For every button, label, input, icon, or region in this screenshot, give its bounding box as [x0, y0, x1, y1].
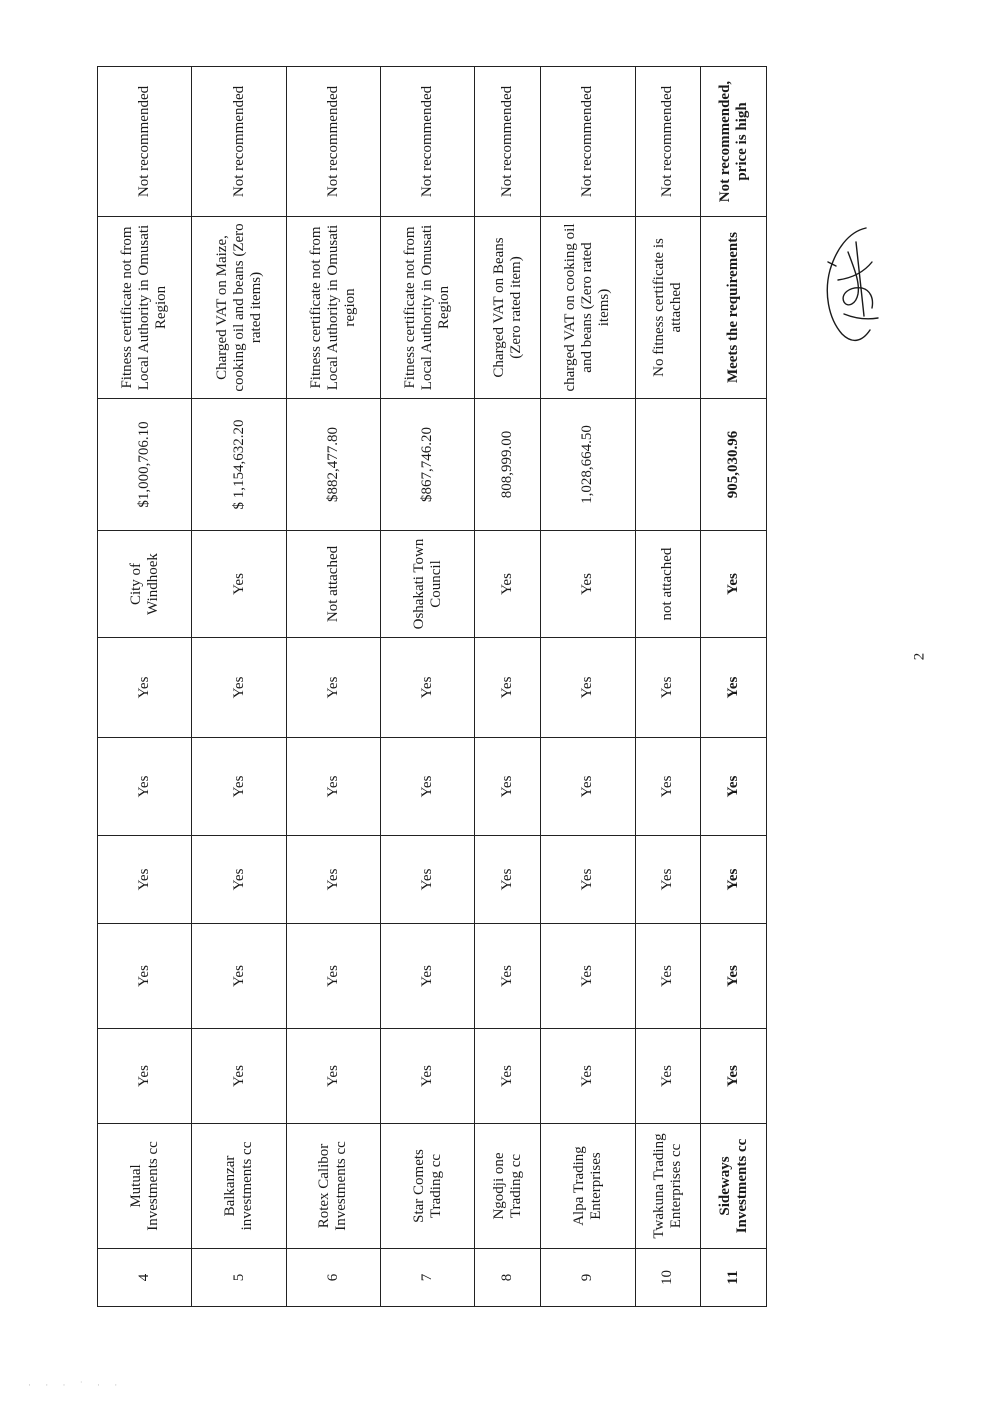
criterion-5-cell: Yes: [286, 638, 380, 738]
criterion-3-cell: Yes: [541, 836, 635, 924]
remarks-cell: Fitness certificate not from Local Authority in Omusati Region: [98, 217, 192, 399]
bid-price-cell: $1,000,706.10: [98, 399, 192, 531]
criterion-1-cell: Yes: [701, 1029, 767, 1124]
criterion-3-cell: Yes: [475, 836, 541, 924]
criterion-1-cell: Yes: [541, 1029, 635, 1124]
table-row: [541, 67, 635, 1307]
remarks-cell: Meets the requirements: [701, 217, 767, 399]
bid-evaluation-table: [97, 66, 767, 1307]
table-row: [98, 67, 192, 1307]
criterion-1-cell: Yes: [98, 1029, 192, 1124]
bidder-name-cell: Alpa Trading Enterprises: [541, 1124, 635, 1249]
bidder-name-cell: Balkanzar investments cc: [192, 1124, 286, 1249]
recommendation-cell: Not recommended: [635, 67, 701, 217]
page-number: 2: [911, 652, 928, 661]
criterion-5-cell: Yes: [635, 638, 701, 738]
criterion-3-cell: Yes: [381, 836, 475, 924]
criterion-4-cell: Yes: [286, 738, 380, 836]
table-row: [635, 67, 701, 1307]
criterion-2-cell: Yes: [541, 924, 635, 1029]
recommendation-cell: Not recommended: [98, 67, 192, 217]
remarks-cell: Charged VAT on Beans (Zero rated item): [475, 217, 541, 399]
fitness-certificate-cell: Yes: [541, 531, 635, 638]
handwritten-signature: [808, 222, 888, 352]
criterion-4-cell: Yes: [541, 738, 635, 836]
bidder-name-cell: Twakuna Trading Enterprises cc: [635, 1124, 701, 1249]
criterion-5-cell: Yes: [701, 638, 767, 738]
criterion-5-cell: Yes: [541, 638, 635, 738]
remarks-cell: Charged VAT on Maize, cooking oil and beans (Zero rated items): [192, 217, 286, 399]
criterion-2-cell: Yes: [475, 924, 541, 1029]
criterion-4-cell: Yes: [701, 738, 767, 836]
criterion-2-cell: Yes: [381, 924, 475, 1029]
remarks-cell: Fitness certificate not from Local Authority in Omusati Region: [381, 217, 475, 399]
fitness-certificate-cell: City of Windhoek: [98, 531, 192, 638]
criterion-3-cell: Yes: [192, 836, 286, 924]
table-row: [192, 67, 286, 1307]
bidder-name-cell: Star Comets Trading cc: [381, 1124, 475, 1249]
fitness-certificate-cell: not attached: [635, 531, 701, 638]
bid-price-cell: 905,030.96: [701, 399, 767, 531]
criterion-5-cell: Yes: [475, 638, 541, 738]
table-body: [98, 67, 767, 1307]
criterion-3-cell: Yes: [98, 836, 192, 924]
fitness-certificate-cell: Yes: [701, 531, 767, 638]
row-number-cell: 6: [286, 1249, 380, 1307]
bid-price-cell: $867,746.20: [381, 399, 475, 531]
bid-price-cell: 808,999.00: [475, 399, 541, 531]
recommendation-cell: Not recommended: [541, 67, 635, 217]
criterion-4-cell: Yes: [98, 738, 192, 836]
criterion-3-cell: Yes: [635, 836, 701, 924]
recommendation-cell: Not recommended, price is high: [701, 67, 767, 217]
criterion-2-cell: Yes: [635, 924, 701, 1029]
table-row: [381, 67, 475, 1307]
fitness-certificate-cell: Yes: [192, 531, 286, 638]
criterion-4-cell: Yes: [192, 738, 286, 836]
remarks-cell: No fitness certificate is attached: [635, 217, 701, 399]
criterion-1-cell: Yes: [381, 1029, 475, 1124]
criterion-2-cell: Yes: [701, 924, 767, 1029]
scan-margin-marks: · · · ˙ · ·: [28, 1380, 124, 1390]
criterion-1-cell: Yes: [192, 1029, 286, 1124]
row-number-cell: 10: [635, 1249, 701, 1307]
bidder-name-cell: Rotex Calibor Investments cc: [286, 1124, 380, 1249]
bidder-name-cell: Ngodji one Trading cc: [475, 1124, 541, 1249]
bidder-name-cell: Mutual Investments cc: [98, 1124, 192, 1249]
criterion-4-cell: Yes: [475, 738, 541, 836]
criterion-5-cell: Yes: [381, 638, 475, 738]
criterion-4-cell: Yes: [381, 738, 475, 836]
fitness-certificate-cell: Yes: [475, 531, 541, 638]
fitness-certificate-cell: Not attached: [286, 531, 380, 638]
table-row: [701, 67, 767, 1307]
criterion-2-cell: Yes: [286, 924, 380, 1029]
row-number-cell: 4: [98, 1249, 192, 1307]
criterion-1-cell: Yes: [286, 1029, 380, 1124]
bid-evaluation-table-rotated: [97, 67, 767, 1307]
criterion-5-cell: Yes: [98, 638, 192, 738]
recommendation-cell: Not recommended: [192, 67, 286, 217]
fitness-certificate-cell: Oshakati Town Council: [381, 531, 475, 638]
criterion-2-cell: Yes: [98, 924, 192, 1029]
recommendation-cell: Not recommended: [475, 67, 541, 217]
row-number-cell: 8: [475, 1249, 541, 1307]
row-number-cell: 7: [381, 1249, 475, 1307]
bid-price-cell: $882,477.80: [286, 399, 380, 531]
criterion-3-cell: Yes: [701, 836, 767, 924]
remarks-cell: charged VAT on cooking oil and beans (Zero rated items): [541, 217, 635, 399]
row-number-cell: 9: [541, 1249, 635, 1307]
row-number-cell: 11: [701, 1249, 767, 1307]
table-row: [286, 67, 380, 1307]
criterion-3-cell: Yes: [286, 836, 380, 924]
criterion-1-cell: Yes: [475, 1029, 541, 1124]
recommendation-cell: Not recommended: [286, 67, 380, 217]
criterion-2-cell: Yes: [192, 924, 286, 1029]
table-row: [475, 67, 541, 1307]
row-number-cell: 5: [192, 1249, 286, 1307]
bid-price-cell: [635, 399, 701, 531]
criterion-5-cell: Yes: [192, 638, 286, 738]
bidder-name-cell: Sideways Investments cc: [701, 1124, 767, 1249]
bid-price-cell: $ 1,154,632.20: [192, 399, 286, 531]
bid-price-cell: 1,028,664.50: [541, 399, 635, 531]
remarks-cell: Fitness certificate not from Local Authority in Omusati region: [286, 217, 380, 399]
criterion-4-cell: Yes: [635, 738, 701, 836]
recommendation-cell: Not recommended: [381, 67, 475, 217]
criterion-1-cell: Yes: [635, 1029, 701, 1124]
